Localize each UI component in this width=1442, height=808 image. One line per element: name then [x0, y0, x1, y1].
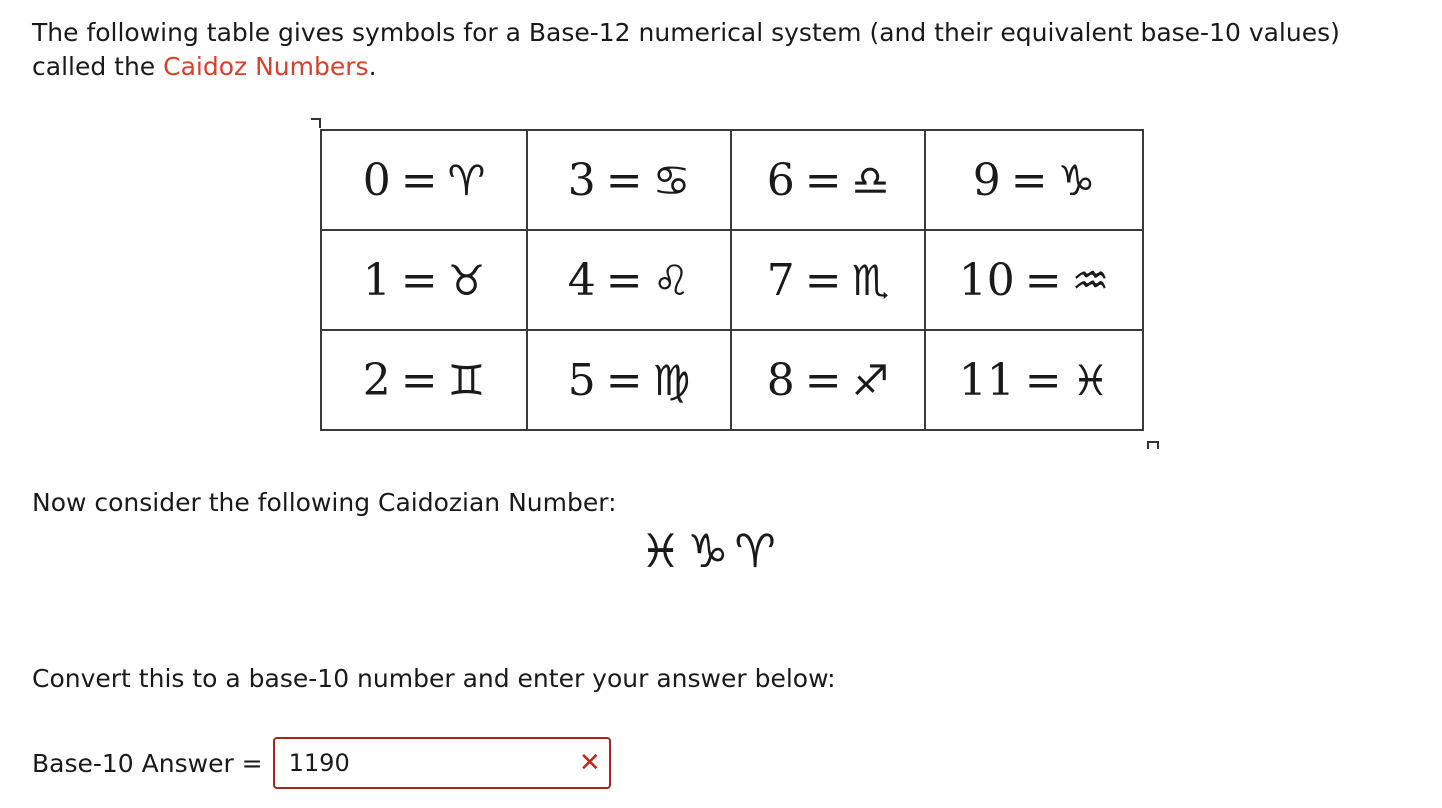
table-cell — [925, 130, 1143, 230]
cancer-icon: ♋ — [652, 155, 691, 205]
table-cell — [321, 130, 527, 230]
cell-value: 1 — [362, 254, 391, 306]
intro-text-end: . — [368, 52, 377, 81]
equals-sign: = — [804, 354, 842, 406]
sagittarius-icon: ♐ — [851, 355, 890, 405]
equals-sign: = — [400, 154, 438, 206]
equals-sign: = — [804, 254, 842, 306]
cell-value: 4 — [567, 254, 596, 306]
number-prompt: Now consider the following Caidozian Number: — [32, 488, 617, 517]
cell-value: 7 — [766, 254, 795, 306]
aries-icon: ♈ — [447, 155, 486, 205]
intro-text-start: The following table gives symbols for a Base-12 numerical system (and their equivalent base-10 values) called the — [32, 18, 1340, 81]
pisces-icon: ♓ — [1071, 355, 1110, 405]
table-cell — [527, 330, 731, 430]
caidoz-symbol-table — [320, 129, 1144, 431]
table-cell — [925, 230, 1143, 330]
cell-value: 3 — [567, 154, 596, 206]
answer-label: Base-10 Answer = — [32, 748, 263, 778]
intro-text — [32, 16, 1412, 84]
table-row — [321, 230, 1143, 330]
cross-icon: ✕ — [578, 748, 601, 778]
table-anchor-bottom-right — [1147, 441, 1159, 449]
answer-field-container — [273, 737, 611, 789]
table-cell — [731, 130, 925, 230]
virgo-icon: ♍ — [652, 355, 691, 405]
table-cell — [321, 330, 527, 430]
equals-sign: = — [605, 354, 643, 406]
answer-row — [32, 735, 611, 791]
table-cell — [527, 230, 731, 330]
instruction-text: Convert this to a base-10 number and enter your answer below: — [32, 664, 836, 693]
cell-value: 0 — [362, 154, 391, 206]
cell-value: 2 — [362, 354, 391, 406]
aquarius-icon: ♒ — [1071, 255, 1110, 305]
cell-value: 6 — [766, 154, 795, 206]
cell-value: 5 — [567, 354, 596, 406]
equals-sign: = — [804, 154, 842, 206]
caidoz-numbers-link[interactable]: Caidoz Numbers — [163, 52, 369, 81]
cell-value: 9 — [972, 154, 1001, 206]
answer-input[interactable] — [275, 739, 593, 787]
table-cell — [321, 230, 527, 330]
equals-sign: = — [1024, 354, 1062, 406]
cell-value: 10 — [958, 254, 1015, 306]
table-anchor-top-left — [311, 118, 321, 128]
table-cell — [925, 330, 1143, 430]
gemini-icon: ♊ — [447, 355, 486, 405]
equals-sign: = — [1010, 154, 1048, 206]
caidozian-number: ♓♑♈ — [640, 524, 782, 578]
table-cell — [527, 130, 731, 230]
taurus-icon: ♉ — [447, 255, 486, 305]
table-row — [321, 130, 1143, 230]
equals-sign: = — [400, 354, 438, 406]
equals-sign: = — [400, 254, 438, 306]
scorpio-icon: ♏ — [851, 255, 890, 305]
table-row — [321, 330, 1143, 430]
equals-sign: = — [1024, 254, 1062, 306]
libra-icon: ♎ — [851, 155, 890, 205]
capricorn-icon: ♑ — [1057, 155, 1096, 205]
cell-value: 8 — [766, 354, 795, 406]
cell-value: 11 — [958, 354, 1015, 406]
table-cell — [731, 230, 925, 330]
equals-sign: = — [605, 154, 643, 206]
equals-sign: = — [605, 254, 643, 306]
leo-icon: ♌ — [652, 255, 691, 305]
table-cell — [731, 330, 925, 430]
